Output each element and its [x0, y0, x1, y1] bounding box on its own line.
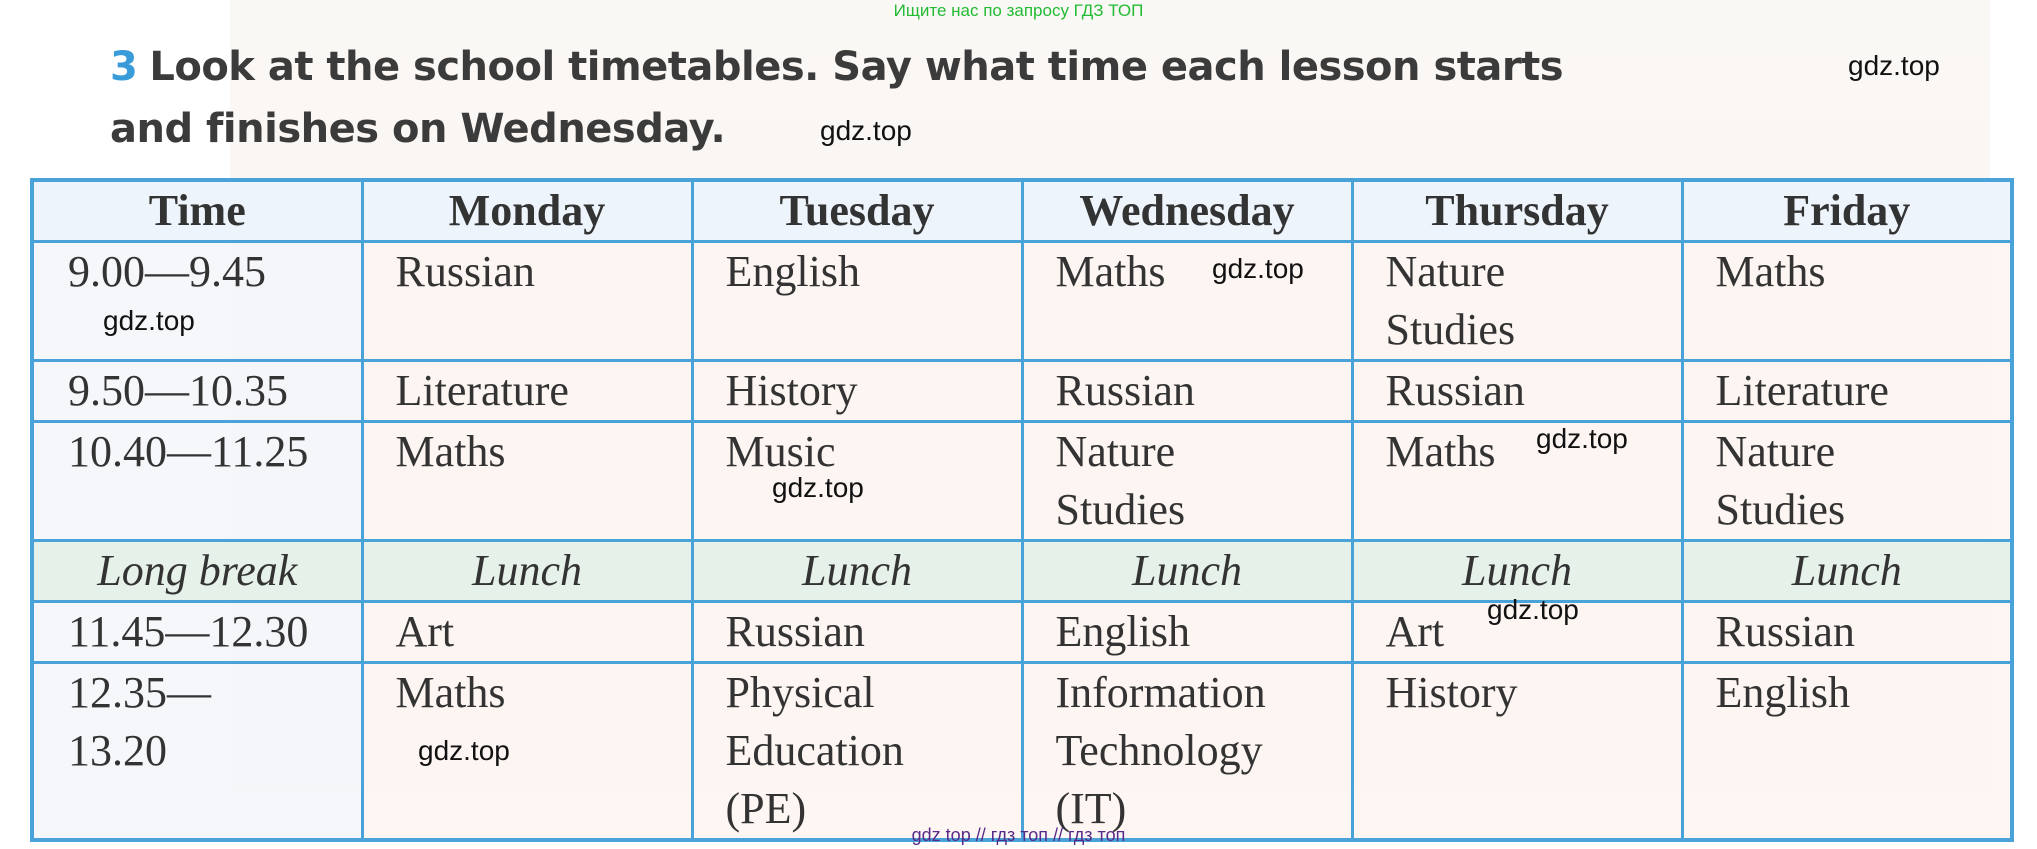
lesson-cell-monday: Lunch: [362, 541, 692, 602]
exercise-number: 3: [110, 44, 138, 90]
lesson-cell-friday: Lunch: [1682, 541, 2012, 602]
header-time: Time: [32, 180, 362, 242]
time-cell: 9.50—10.35: [32, 361, 362, 422]
lesson-cell-monday: Maths: [362, 663, 692, 841]
header-friday: Friday: [1682, 180, 2012, 242]
watermark: gdz.top: [1536, 423, 1628, 454]
exercise-text: Look at the school timetables. Say what time each lesson starts and finishes on Wednesday.: [110, 44, 1564, 152]
lesson-cell-friday: Russian: [1682, 602, 2012, 663]
lesson-cell-tuesday: History: [692, 361, 1022, 422]
lesson-cell-monday: Literature: [362, 361, 692, 422]
lesson-cell-monday: Russian: [362, 242, 692, 361]
lesson-cell-thursday: Maths: [1352, 422, 1682, 541]
timetable-row: [32, 361, 2012, 422]
timetable-header-row: [32, 180, 2012, 242]
footer-links[interactable]: gdz top // гдз топ // гдз топ: [911, 825, 1126, 845]
header-wednesday: Wednesday: [1022, 180, 1352, 242]
lesson-cell-friday: Literature: [1682, 361, 2012, 422]
lesson-cell-wednesday: Information Technology (IT): [1022, 663, 1352, 841]
header-monday: Monday: [362, 180, 692, 242]
lesson-cell-friday: Nature Studies: [1682, 422, 2012, 541]
lesson-cell-friday: English: [1682, 663, 2012, 841]
lesson-cell-wednesday: Lunch: [1022, 541, 1352, 602]
lesson-cell-friday: Maths: [1682, 242, 2012, 361]
timetable-row: [32, 242, 2012, 361]
watermark: gdz.top: [1848, 50, 1940, 81]
watermark: gdz.top: [1212, 253, 1304, 284]
timetable-row: [32, 663, 2012, 841]
watermark: gdz.top: [103, 305, 195, 336]
school-timetable: [30, 178, 2014, 842]
lesson-cell-thursday: Nature Studies: [1352, 242, 1682, 361]
time-cell: 11.45—12.30: [32, 602, 362, 663]
lesson-cell-monday: Maths: [362, 422, 692, 541]
lesson-cell-monday: Art: [362, 602, 692, 663]
timetable-row: [32, 602, 2012, 663]
time-cell: 10.40—11.25: [32, 422, 362, 541]
lesson-cell-wednesday: Maths: [1022, 242, 1352, 361]
lesson-cell-wednesday: Russian: [1022, 361, 1352, 422]
header-thursday: Thursday: [1352, 180, 1682, 242]
watermark: gdz.top: [772, 472, 864, 503]
lesson-cell-tuesday: English: [692, 242, 1022, 361]
lesson-cell-thursday: History: [1352, 663, 1682, 841]
lesson-cell-tuesday: Physical Education (PE): [692, 663, 1022, 841]
timetable-break-row: [32, 541, 2012, 602]
lesson-cell-wednesday: Nature Studies: [1022, 422, 1352, 541]
time-cell: Long break: [32, 541, 362, 602]
watermark: gdz.top: [1487, 594, 1579, 625]
lesson-cell-tuesday: Music: [692, 422, 1022, 541]
header-tuesday: Tuesday: [692, 180, 1022, 242]
lesson-cell-thursday: Art: [1352, 602, 1682, 663]
watermark: gdz.top: [820, 115, 912, 146]
top-banner[interactable]: Ищите нас по запросу ГДЗ ТОП: [893, 1, 1144, 20]
lesson-cell-tuesday: Lunch: [692, 541, 1022, 602]
lesson-cell-wednesday: English: [1022, 602, 1352, 663]
lesson-cell-thursday: Russian: [1352, 361, 1682, 422]
lesson-cell-tuesday: Russian: [692, 602, 1022, 663]
watermark: gdz.top: [418, 735, 510, 766]
time-cell: 9.00—9.45: [32, 242, 362, 361]
time-cell: 12.35— 13.20: [32, 663, 362, 841]
timetable-row: [32, 422, 2012, 541]
lesson-cell-thursday: Lunch: [1352, 541, 1682, 602]
